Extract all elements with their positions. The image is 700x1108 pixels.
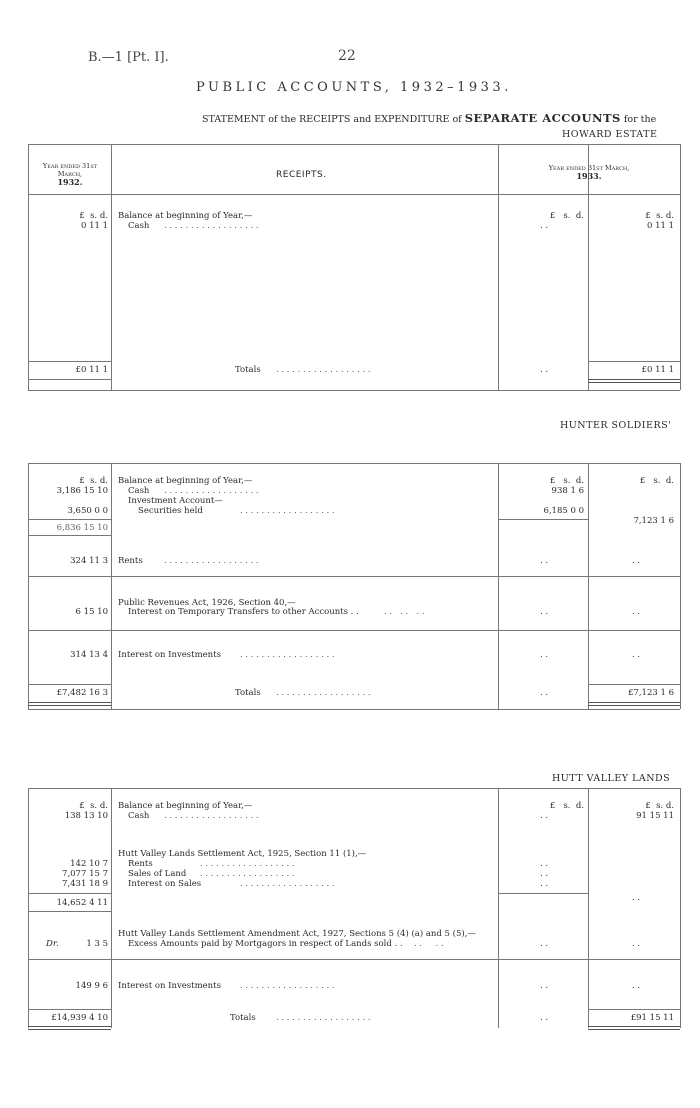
investments-sub: . .: [540, 650, 549, 660]
balance-label: Balance at beginning of Year,—: [118, 211, 253, 221]
securities-label: Securities held: [138, 506, 203, 516]
rule: [498, 463, 499, 709]
rule: [111, 463, 112, 709]
excess-sub: . .: [540, 939, 549, 949]
leader-dots: . . . . . . . . . . . . . . . . . .: [200, 859, 295, 869]
rule-bottom: [28, 709, 680, 710]
investments-1932: 149 9 6: [75, 981, 108, 991]
rule-top: [28, 788, 680, 789]
rule: [28, 361, 111, 362]
rule: [588, 361, 680, 362]
balance-total-1933: 7,123 1 6: [633, 516, 674, 526]
shillings-sign: s.: [563, 476, 571, 486]
rule: [111, 788, 112, 1028]
rule: [28, 959, 680, 960]
pence-sign: d.: [665, 801, 674, 811]
cash-1932: 0 11 1: [80, 221, 108, 231]
currency-header-1932: [30, 801, 108, 811]
pound-sign: £: [79, 211, 85, 221]
pence-sign: d.: [99, 211, 108, 221]
rule: [588, 788, 589, 1028]
rule: [28, 911, 111, 912]
pound-sign: £: [645, 211, 651, 221]
rule: [680, 788, 681, 1028]
column-header-1932: [30, 162, 110, 187]
year-label: Year ended 31st March,: [42, 162, 98, 178]
rule: [28, 576, 680, 577]
cash-1933-sub: . .: [540, 221, 549, 231]
investments-sub: . .: [540, 981, 549, 991]
column-header-1933: [500, 164, 678, 181]
interest-transfers-sub: . .: [540, 607, 549, 617]
interest-sales-1932: 7,431 18 9: [62, 879, 108, 889]
balance-label: Balance at beginning of Year,—: [118, 476, 253, 486]
excess-1932: 1 3 5: [86, 939, 108, 949]
securities-1932: 3,650 0 0: [67, 506, 108, 516]
rule: [680, 463, 681, 709]
excess-label: Excess Amounts paid by Mortgagors in respect of Lands sold . .: [128, 939, 403, 949]
interest-transfers-label: Interest on Temporary Transfers to other Accounts . .: [128, 607, 359, 617]
rule-double: [28, 1026, 111, 1030]
rule: [111, 144, 112, 390]
page-number: 22: [338, 48, 356, 64]
rule: [498, 144, 499, 390]
pound-sign: £: [639, 476, 646, 486]
rule-bottom: [28, 390, 680, 391]
cash-1932: 138 13 10: [64, 811, 108, 821]
shillings-sign: s.: [90, 476, 98, 486]
column-header-receipts: RECEIPTS.: [276, 170, 327, 180]
rents-1932: 142 10 7: [70, 859, 108, 869]
pound-sign: £: [79, 476, 85, 486]
total-1933: £0 11 1: [641, 365, 674, 375]
total-1933: £7,123 1 6: [628, 688, 674, 698]
page-title: PUBLIC ACCOUNTS, 1932–1933.: [196, 80, 512, 95]
pence-sign: d.: [575, 476, 584, 486]
rule: [588, 684, 680, 685]
rule: [498, 519, 588, 520]
leader-dots: . . . . . . . . . . . . . . . . . .: [200, 869, 295, 879]
total-mid: . .: [540, 365, 549, 375]
shillings-sign: s.: [90, 211, 98, 221]
cash-1932: 3,186 15 10: [56, 486, 108, 496]
year-value: 1932.: [57, 177, 83, 187]
currency-header-sub: [500, 801, 584, 811]
rents-1933: . .: [632, 556, 641, 566]
leader-dots: . . . . . .: [384, 607, 425, 617]
leader-dots: . . . . . . . . . . . . . . . . . .: [276, 365, 371, 375]
rule-under-headers: [28, 194, 680, 195]
sales-sub: . .: [540, 869, 549, 879]
investment-label: Investment Account—: [128, 496, 223, 506]
pence-sign: d.: [665, 211, 674, 221]
pound-sign: £: [549, 801, 556, 811]
cash-label: Cash: [128, 221, 150, 231]
rule: [28, 893, 111, 894]
currency-header-sub: [500, 211, 584, 221]
sales-1932: 7,077 15 7: [62, 869, 108, 879]
rule-double: [588, 702, 680, 706]
rule-double: [588, 1026, 680, 1030]
shillings-sign: s.: [90, 801, 98, 811]
pence-sign: d.: [575, 211, 584, 221]
leader-dots: . . . . . . . . . . . . . . . . . .: [164, 221, 259, 231]
investments-label: Interest on Investments: [118, 650, 221, 660]
total-1932: £0 11 1: [75, 365, 108, 375]
rule-top: [28, 144, 680, 145]
interest-sales-sub: . .: [540, 879, 549, 889]
shillings-sign: s.: [563, 801, 571, 811]
rule: [588, 463, 589, 709]
totals-label: Totals: [230, 1013, 256, 1023]
cash-label: Cash: [128, 486, 150, 496]
cash-1933: 91 15 11: [636, 811, 674, 821]
leader-dots: . . . . . . . . . . . . . . . . . .: [276, 688, 371, 698]
statement-prefix: STATEMENT of the RECEIPTS and EXPENDITURE of: [202, 114, 462, 125]
pound-sign: £: [549, 211, 556, 221]
year-label: Year ended 31st March,: [548, 164, 630, 172]
shillings-sign: s.: [653, 476, 661, 486]
rule-double: [28, 702, 111, 706]
rule: [28, 519, 111, 520]
sales-label: Sales of Land: [128, 869, 187, 879]
subtotal-1932: 14,652 4 11: [56, 898, 108, 908]
total-mid: . .: [540, 688, 549, 698]
securities-1933: 6,185 0 0: [543, 506, 584, 516]
pence-sign: d.: [99, 801, 108, 811]
rents-sub: . .: [540, 556, 549, 566]
rule: [28, 463, 29, 709]
pence-sign: d.: [575, 801, 584, 811]
statement-bold: SEPARATE ACCOUNTS: [464, 111, 621, 125]
rule: [28, 1009, 111, 1010]
currency-header-sub: [500, 476, 584, 486]
investments-1933: . .: [632, 650, 641, 660]
section-title-howard: HOWARD ESTATE: [562, 129, 658, 140]
rule: [28, 630, 680, 631]
pence-sign: d.: [665, 476, 674, 486]
shillings-sign: s.: [656, 211, 664, 221]
subtotal-1933: . .: [632, 893, 641, 903]
interest-transfers-1933: . .: [632, 607, 641, 617]
currency-header-1932: [30, 476, 108, 486]
leader-dots: . . . . . . . . . . . . . . . . . .: [276, 1013, 371, 1023]
leader-dots: . . . .: [414, 939, 444, 949]
statement-suffix: for the: [623, 114, 657, 125]
investments-1933: . .: [632, 981, 641, 991]
total-1933: £91 15 11: [630, 1013, 674, 1023]
year-value: 1933.: [576, 171, 602, 181]
balance-label: Balance at beginning of Year,—: [118, 801, 253, 811]
rents-label: Rents: [128, 859, 153, 869]
rents-1932: 324 11 3: [70, 556, 108, 566]
interest-sales-label: Interest on Sales: [128, 879, 202, 889]
cash-1933: 0 11 1: [646, 221, 674, 231]
rule: [498, 788, 499, 1028]
total-mid: . .: [540, 1013, 549, 1023]
leader-dots: . . . . . . . . . . . . . . . . . .: [240, 506, 335, 516]
currency-header-1932: [30, 211, 108, 221]
section-title-hunter: HUNTER SOLDIERS': [560, 420, 672, 431]
amend-act-label: Hutt Valley Lands Settlement Amendment Act, 1927, Sections 5 (4) (a) and 5 (5),—: [118, 929, 476, 939]
cash-label: Cash: [128, 811, 150, 821]
rule: [28, 535, 111, 536]
leader-dots: . . . . . . . . . . . . . . . . . .: [164, 811, 259, 821]
rule: [588, 1009, 680, 1010]
cash-1933: 938 1 6: [551, 486, 584, 496]
rule: [28, 788, 29, 1028]
excess-1933: . .: [632, 939, 641, 949]
rents-sub: . .: [540, 859, 549, 869]
shillings-sign: s.: [563, 211, 571, 221]
rule: [28, 144, 29, 390]
investments-1932: 314 13 4: [70, 650, 108, 660]
act-label: Hutt Valley Lands Settlement Act, 1925, Section 11 (1),—: [118, 849, 367, 859]
pound-sign: £: [79, 801, 85, 811]
leader-dots: . . . . . . . . . . . . . . . . . .: [240, 981, 335, 991]
investments-label: Interest on Investments: [118, 981, 221, 991]
shillings-sign: s.: [656, 801, 664, 811]
rule-double: [588, 379, 680, 383]
rule: [28, 684, 111, 685]
rents-label: Rents: [118, 556, 143, 566]
total-1932: £7,482 16 3: [56, 688, 108, 698]
pence-sign: d.: [99, 476, 108, 486]
totals-label: Totals: [235, 365, 261, 375]
currency-header-1933: [590, 211, 674, 221]
section-title-hutt: HUTT VALLEY LANDS: [552, 773, 671, 784]
statement-heading: [202, 111, 656, 125]
rule: [28, 379, 111, 380]
rule: [680, 144, 681, 390]
leader-dots: . . . . . . . . . . . . . . . . . .: [164, 486, 259, 496]
document-reference: B.—1 [Pt. I].: [88, 50, 169, 65]
leader-dots: . . . . . . . . . . . . . . . . . .: [240, 650, 335, 660]
subtotal-1932: 6,836 15 10: [56, 523, 108, 533]
cash-1933-sub: . .: [540, 811, 549, 821]
pound-sign: £: [549, 476, 556, 486]
pound-sign: £: [645, 801, 651, 811]
leader-dots: . . . . . . . . . . . . . . . . . .: [240, 879, 335, 889]
totals-label: Totals: [235, 688, 261, 698]
leader-dots: . . . . . . . . . . . . . . . . . .: [164, 556, 259, 566]
total-1932: £14,939 4 10: [51, 1013, 108, 1023]
interest-transfers-1932: 6 15 10: [75, 607, 108, 617]
currency-header-1933: [590, 476, 674, 486]
rule-top: [28, 463, 680, 464]
rule: [498, 893, 588, 894]
currency-header-1933: [590, 801, 674, 811]
excess-prefix: Dr.: [46, 939, 59, 949]
act-label: Public Revenues Act, 1926, Section 40,—: [118, 598, 296, 608]
